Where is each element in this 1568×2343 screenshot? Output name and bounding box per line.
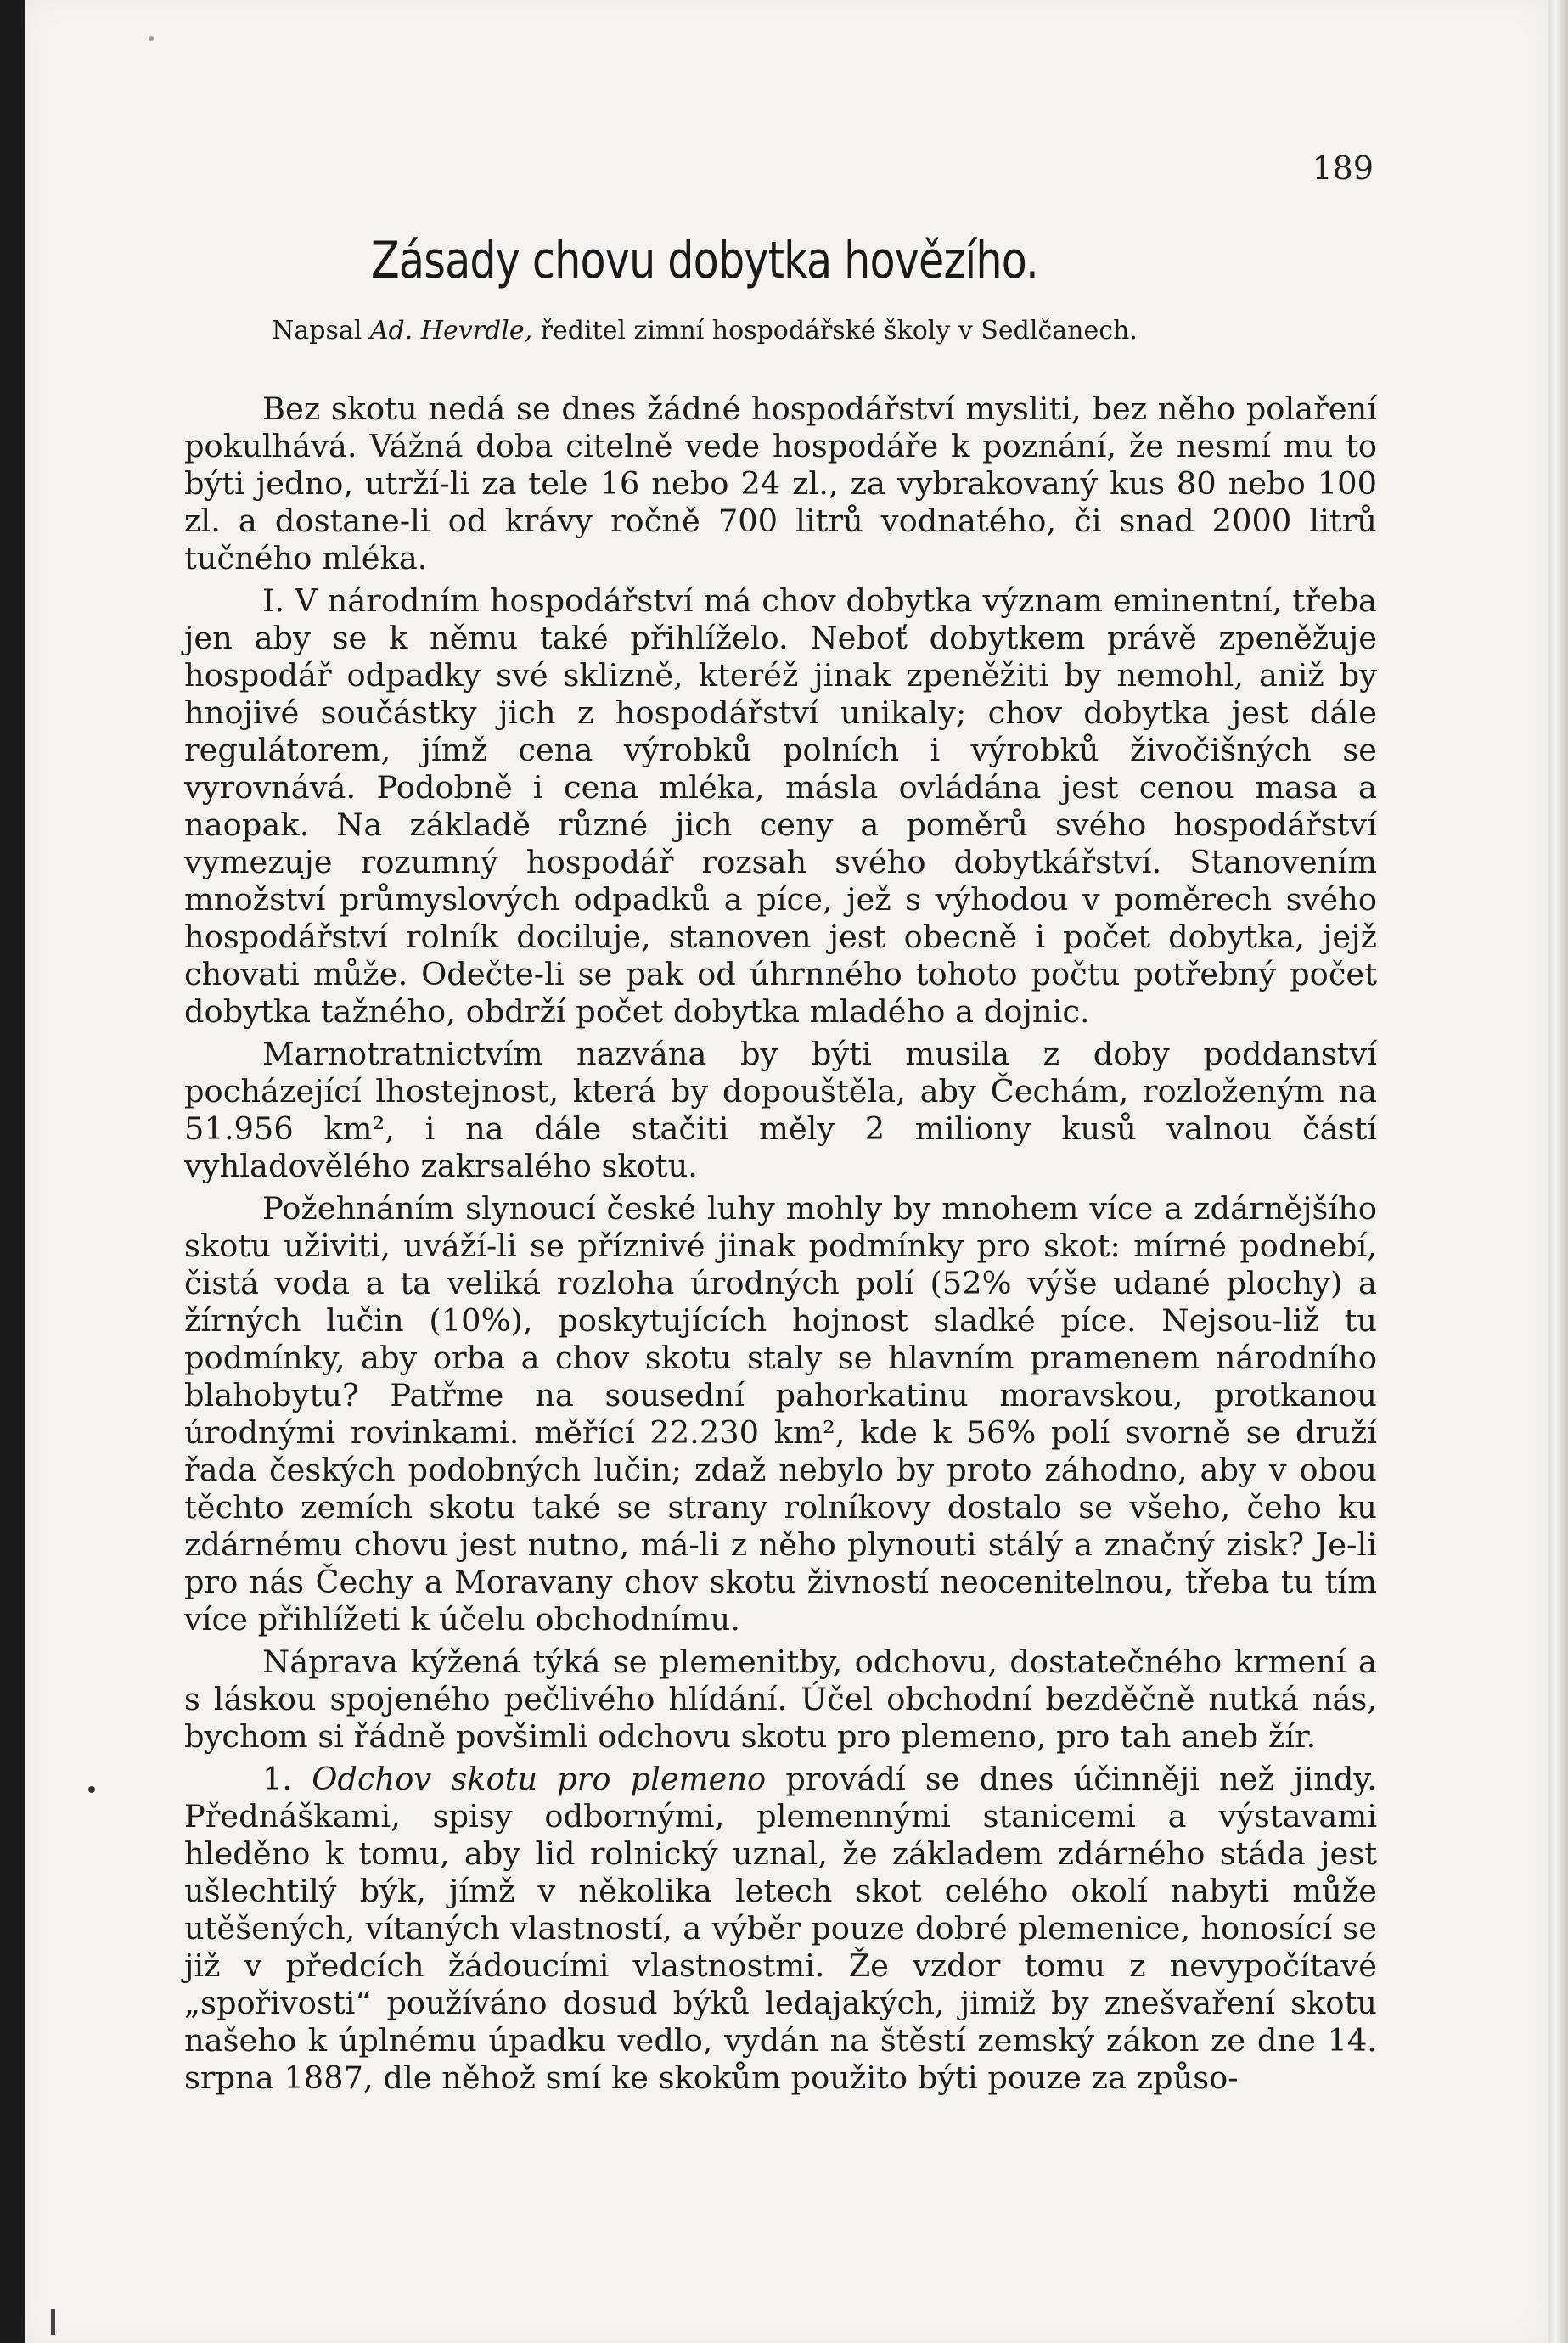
- byline: [153, 316, 1256, 346]
- paragraph-ceske-luhy: Požehnáním slynoucí české luhy mohly by mnohem více a zdárnějšího skotu uživiti, uváží-li se příznivé jinak podmínky pro skot: mírné podnebí, čistá voda a ta veliká rozloha úrodných polí (52% výše udané plochy) a žírných lučin (10%), poskytujících hojnost sladké píce. Nejsou-liž tu podmínky, aby orba a chov skotu staly se hlavním pramenem národního blahobytu? Patřme na sousední pahorkatinu moravskou, protkanou úrodnými rovinkami. měřící 22.230 km², kde k 56% polí svorně se druží řada českých podobných lučin; zdaž nebylo by proto záhodno, aby v obou těchto zemích skotu také se strany rolníkovy dostalo se všeho, čeho ku zdárnému chovu jest nutno, má-li z něho plynouti stálý a značný zisk? Je-li pro nás Čechy a Moravany chov skotu živností neocenitelnou, třeba tu tím více přihlížeti k účelu obchodnímu.: [184, 1190, 1377, 1638]
- byline-suffix: ředitel zimní hospodářské školy v Sedlčanech.: [532, 316, 1138, 346]
- book-page: [25, 0, 1549, 2343]
- byline-author: Ad. Hevrdle,: [369, 316, 533, 346]
- byline-prefix: Napsal: [272, 316, 370, 346]
- paragraph-section-1: I. V národním hospodářství má chov dobytka význam eminentní, třeba jen aby se k němu také přihlíželo. Neboť dobytkem právě zpeněžuje hospodář odpadky své sklizně, kteréž jinak zpeněžiti by nemohl, aniž by hnojivé součástky jich z hospodářství unikaly; chov dobytka jest dále regulátorem, jímž cena výrobků polních i výrobků živočišných se vyrovnává. Podobně i cena mléka, másla ovládána jest cenou masa a naopak. Na základě různé jich ceny a poměrů svého hospodářství vymezuje rozumný hospodář rozsah svého dobytkářství. Stanovením množství průmyslových odpadků a píce, jež s výhodou v poměrech svého hospodářství rolník dociluje, stanoven jest obecně i počet dobytka, jejž chovati může. Odečte-li se pak od úhrnného tohoto počtu potřebný počet dobytka tažného, obdrží počet dobytka mladého a dojnic.: [184, 582, 1377, 1030]
- article-body: [184, 390, 1377, 2097]
- margin-dot: [88, 1786, 95, 1793]
- page-number: 189: [1312, 149, 1374, 187]
- paragraph-odchov: [184, 1761, 1377, 2097]
- odchov-heading: Odchov skotu pro plemeno: [312, 1761, 767, 1797]
- article-title: Zásady chovu dobytka hovězího.: [371, 231, 1038, 290]
- paragraph-intro: Bez skotu nedá se dnes žádné hospodářství mysliti, bez něho polaření pokulhává. Vážná doba citelně vede hospodáře k poznání, že nesmí mu to býti jedno, utrží-li za tele 16 nebo 24 zl., za vybrakovaný kus 80 nebo 100 zl. a dostane-li od krávy ročně 700 litrů vodnatého, či snad 2000 litrů tučného mléka.: [184, 390, 1377, 576]
- paragraph-marnotratnictvi: Marnotratnictvím nazvána by býti musila z doby poddanství pocházející lhostejnost, která by dopouštěla, aby Čechám, rozloženým na 51.956 km², i na dále stačiti měly 2 miliony kusů valnou částí vyhladovělého zakrsalého skotu.: [184, 1036, 1377, 1184]
- margin-tick: [51, 2309, 55, 2335]
- odchov-number: 1.: [262, 1761, 312, 1797]
- odchov-text: provádí se dnes účinněji než jindy. Přednáškami, spisy odbornými, plemennými stanicemi a výstavami hleděno k tomu, aby lid rolnický uznal, že základem zdárného stáda jest ušlechtilý býk, jímž v několika letech skot celého okolí nabyti může utěšených, vítaných vlastností, a výběr pouze dobré plemenice, honosící se již v předcích žádoucími vlastnostmi. Že vzdor tomu z nevypočítavé „spořivosti“ používáno dosud býků ledajakých, jimiž by znešvaření skotu našeho k úplnému úpadku vedlo, vydán na štěstí zemský zákon ze dne 14. srpna 1887, dle něhož smí ke skokům použito býti pouze za způso-: [184, 1761, 1377, 2096]
- page-speck: [149, 36, 154, 41]
- book-spine-edge: [1548, 0, 1568, 2343]
- paragraph-naprava: Náprava kýžená týká se plemenitby, odchovu, dostatečného krmení a s láskou spojeného pečlivého hlídání. Účel obchodní bezděčně nutká nás, bychom si řádně povšimli odchovu skotu pro plemeno, pro tah aneb žír.: [184, 1643, 1377, 1755]
